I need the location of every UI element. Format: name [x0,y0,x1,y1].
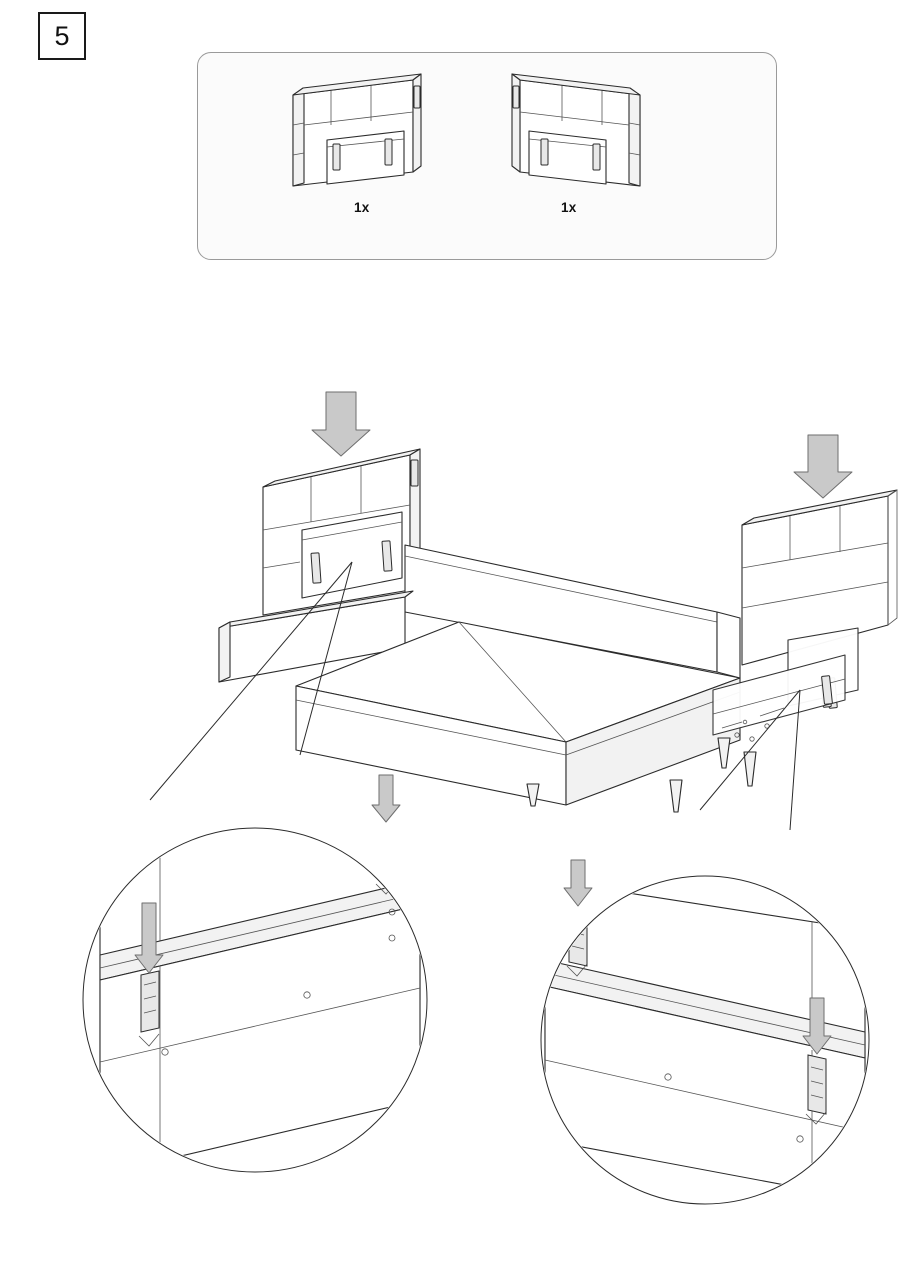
left-detail-arrow-upper [372,775,400,822]
right-callout-cone [700,690,800,830]
right-side-panel-floating [742,490,897,708]
left-detail-bracket-lower [141,971,159,1032]
part-quantity-right: 1x [561,200,577,215]
left-side-panel-floating [263,449,420,615]
right-detail-zoom [541,860,869,1206]
sofa-assembly [219,449,897,812]
right-detail-arrow-upper [564,860,592,906]
right-detail-bracket-lower [808,1055,826,1114]
right-insert-arrow [794,435,852,498]
left-detail-zoom [83,775,427,1175]
step-number-label: 5 [54,20,70,51]
left-detail-arrow-lower [135,903,163,973]
part-quantity-left: 1x [354,200,370,215]
step-number-box [38,12,86,60]
left-callout-cone [150,562,352,800]
right-detail-bracket-upper [569,906,587,966]
right-detail-arrow-lower [803,998,831,1054]
left-insert-arrow [312,392,370,456]
parts-panel [197,52,777,260]
left-detail-bracket-upper [378,818,396,880]
